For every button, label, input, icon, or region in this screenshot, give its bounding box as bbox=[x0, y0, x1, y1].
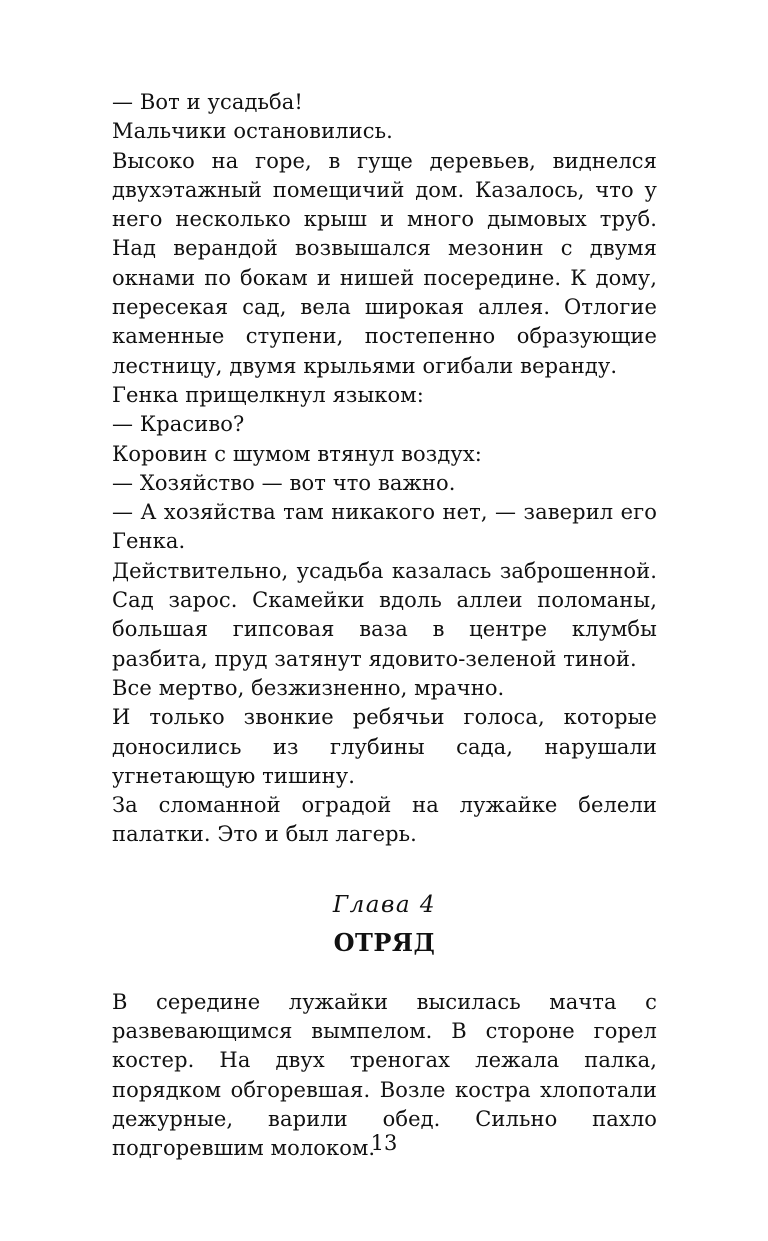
chapter-title: ОТРЯД bbox=[333, 927, 436, 957]
paragraph: Генка прищелкнул языком: bbox=[112, 382, 424, 407]
paragraph: Высоко на горе, в гуще деревьев, виднелся двухэтажный помещичий дом. Казалось, что у него несколько крыш и много дымовых труб. Над верандой возвышался мезонин с двумя окнами по бокам и нишей посередине. К дому, пересекая сад, вела широкая аллея. Отлогие каменные ступени, постепенно образующие лестницу, двумя крыльями огибали веранду. bbox=[112, 148, 657, 378]
chapter-number: Глава 4 bbox=[332, 891, 437, 918]
paragraph: — Вот и усадьба! bbox=[112, 90, 303, 114]
paragraph: За сломанной оградой на лужайке белели палатки. Это и был лагерь. bbox=[112, 793, 657, 847]
paragraph: — Хозяйство — вот что важно. bbox=[112, 470, 456, 495]
page-body bbox=[112, 88, 657, 1164]
paragraph: Все мертво, безжизненно, мрачно. bbox=[112, 675, 505, 700]
paragraph: Коровин с шумом втянул воздух: bbox=[112, 441, 482, 466]
paragraph: — Красиво? bbox=[112, 412, 245, 437]
paragraph: — А хозяйства там никакого нет, — заверил его Генка. bbox=[112, 500, 657, 554]
paragraph: Мальчики остановились. bbox=[112, 119, 393, 144]
paragraph: В середине лужайки высилась мачта с развевающимся вымпелом. В стороне горел костер. На двух треногах лежала палка, порядком обгоревшая. Возле костра хлопотали дежурные, варили обед. Сильно пахло подгоревшим молоком. bbox=[112, 989, 657, 1161]
page-number: 13 bbox=[370, 1131, 398, 1155]
paragraph: Действительно, усадьба казалась заброшенной. Сад зарос. Скамейки вдоль аллеи поломаны, большая гипсовая ваза в центре клумбы разбита, пруд затянут ядовито-зеленой тиной. bbox=[112, 558, 657, 671]
paragraph: И только звонкие ребячьи голоса, которые доносились из глубины сада, нарушали угнетающую тишину. bbox=[112, 705, 657, 788]
